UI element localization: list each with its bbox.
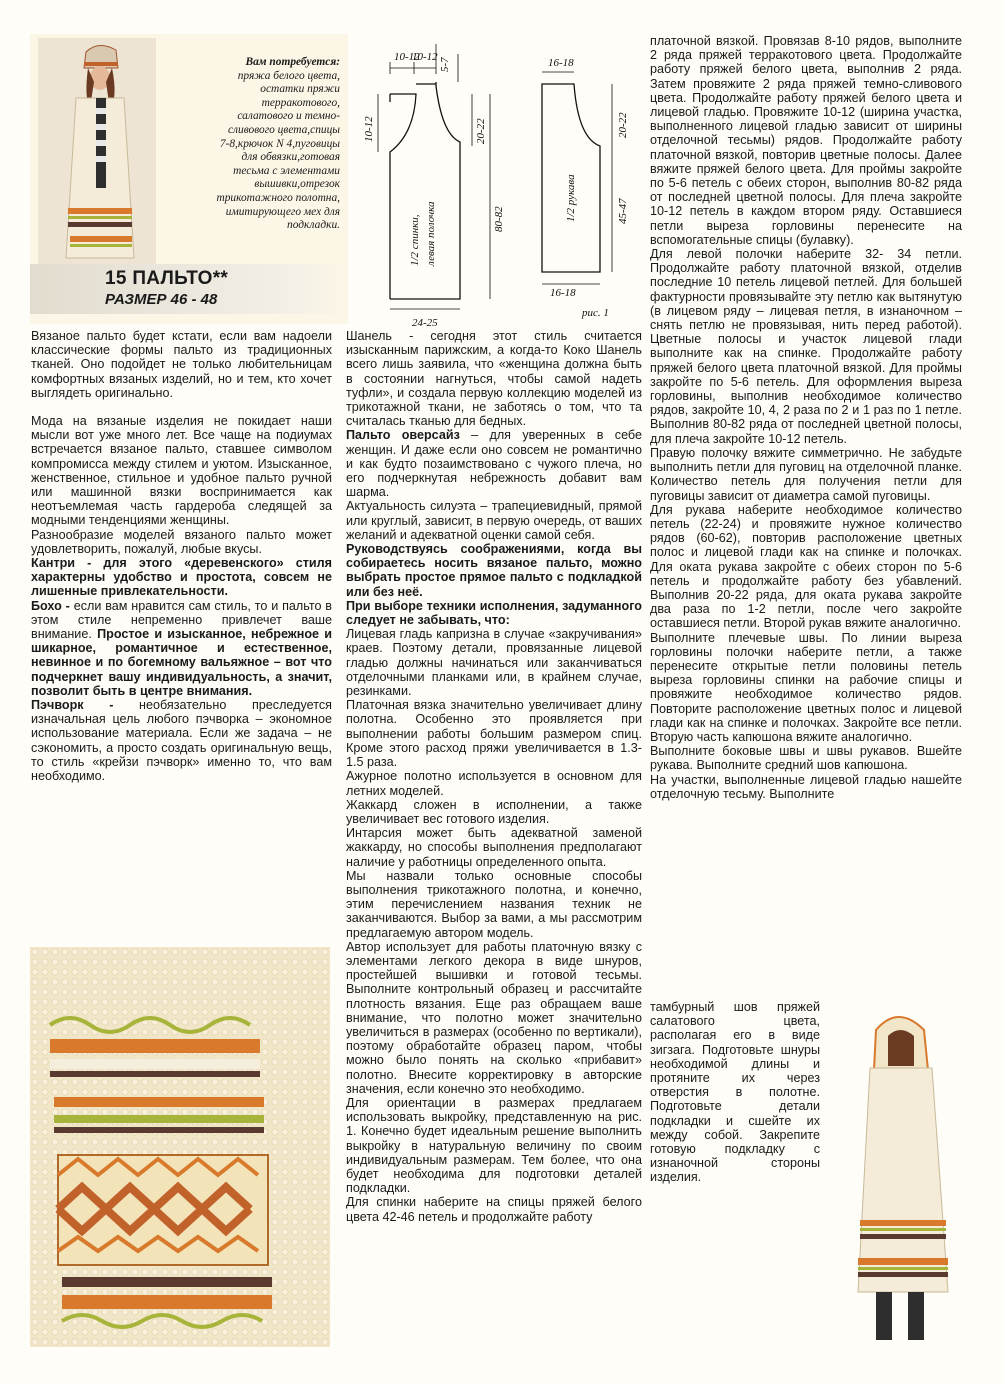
dim-sleeve-len: 45-47 [617, 198, 629, 224]
dim-left-side: 10-12 [363, 116, 375, 142]
dim-top-mid: 10-12 [412, 51, 438, 63]
paragraph-text: Для левой полочки наберите 32- 34 петли. Продолжайте работу платочной вязкой, отделив последние 10 петель лицевой петлей. Для большей фактурности провязывайте эту петлю как вытянутую (в лицевом ряду – лицевая петля, в изнаночном – снять петлю не провязывая, нить перед работой). Цветные полосы и участок лицевой глади выполните как на спинке. Продолжайте работу пряжей белого цвета платочной вязкой. Для проймы закройте по 5-6 петель. Для оформления выреза горловины, выполнив необходимое количество рядов, закройте 10, 4, 2 раза по 2 и 1 раз по 1 петле. Выполнив 80-82 ряда от последней цветной полосы, для плеча закройте 10-12 петель. [650, 247, 962, 446]
paragraph-text: – для уверенных в себе женщин. И даже если оно совсем не романтично и как будто позаимствовано с чужого плеча, но его подчеркнутая небрежность добавит вам шарма. [346, 428, 643, 500]
paragraph [346, 1096, 642, 1195]
paragraph-bold: При выборе техники исполнения, задуманного следует не забывать, что: [346, 598, 642, 628]
paragraph-text: Шанель - сегодня этот стиль считается изысканным парижским, а когда-то Коко Шанель всего лишь заявила, что «женщина должна быть в состоянии нагнуться, чтобы самой надеть туфли», и создала первую коллекцию моделей из трикотажной ткани, не заботясь о том, что та считалась тканью для бедных. [346, 329, 642, 429]
materials-line: сливового цвета,спицы [228, 123, 340, 136]
paragraph [650, 446, 962, 503]
paragraph-bold: Кантри - для этого «деревенского» стиля характерны удобство и простота, совсем не лишенные привлекательности. [31, 556, 332, 599]
paragraph-text: Выполните плечевые швы. По линии выреза горловины полочки наберите петли, а также перенесите открытые петли половины петель выреза горловины спинки на рабочие спицы и провяжите необходимое количество рядов. Повторите расположение цветных полос и лицевой глади как на спинке и полочках. Закройте все петли. Вторую часть капюшона вяжите аналогично. [650, 630, 962, 744]
paragraph-text: Автор использует для работы платочную вязку с элементами легкого декора в виде шнуров, простейшей вышивки и готовой тесьмы. Выполните контрольный образец и рассчитайте плотность вязания. Еще раз обращаем ваше внимание, что полотно может значительно увеличиться в размерах (особенно по вертикали), поэтому обработайте образец паром, чтобы можно было понять на сколько «прибавит» полотно. Внесите корректировку в авторские значения, если конечно это необходимо. [346, 939, 642, 1096]
paragraph-bold: Пэчворк - [31, 698, 114, 713]
knit-band-2 [54, 1097, 264, 1133]
dim-bottom: 24-25 [412, 317, 438, 329]
paragraph-bold: Руководствуясь соображениями, когда вы собираетесь носить вязаное пальто, можно выбрать простое прямое пальто с подкладкой или без неё. [346, 542, 642, 599]
materials-line: 7-8,крючок N 4,пуговицы [219, 137, 340, 150]
paragraph [346, 940, 642, 1096]
paragraph-text: Платочная вязка значительно увеличивает длину полотна. Особенно это проявляется при выполнении работы большим размером спиц. Кроме этого расход пряжи увеличивается в 1.3-1.5 раза. [346, 698, 642, 770]
text-column-3-bottom [650, 1000, 820, 1185]
paragraph [650, 34, 962, 247]
coat-back-photo [840, 1010, 960, 1350]
materials-line: остатки пряжи [260, 83, 340, 96]
paragraph [346, 329, 642, 428]
dim-sleeve-cap: 20-22 [617, 112, 629, 138]
paragraph-text: На участки, выполненные лицевой гладью нашейте отделочную тесьму. Выполните [650, 772, 962, 801]
materials-line: тесьма с элементами [233, 164, 340, 177]
paragraph-text: Мы назвали только основные способы выполнения трикотажного полотна, и конечно, этим перечислением названия техник не заканчиваются. Выбор за вами, а мы рассмотрим предлагаемую автором модель. [346, 868, 642, 940]
materials-lines [150, 70, 340, 233]
back-outline-left [390, 94, 416, 299]
project-size: РАЗМЕР 46 - 48 [105, 291, 218, 308]
paragraph [346, 698, 642, 769]
materials-line: терракотового, [261, 96, 340, 109]
paragraph-text: Для рукава наберите необходимое количество петель (22-24) и провяжите нужное количество рядов (60-62), повторив расположение цветных полос и лицевой глади как на спинке и полочках. Для оката рукава закройте с обеих сторон по 5-6 петель и продолжайте работу без убавлений. Выполнив 20-22 ряда, для оката рукава закройте два раза по 1-2 петли, после чего закройте оставшиеся петли. Второй рукав вяжите аналогично. [650, 502, 962, 631]
paragraph-text: тамбурный шов пряжей салатового цвета, располагая его в виде зигзага. Подготовьте шнуры необходимой длины и протяните их через отверстия в полотне. Подготовьте детали подкладки и сшейте их между собой. Закрепите готовую подкладку с изнаночной стороны изделия. [650, 1000, 820, 1185]
dim-sleeve-top: 16-18 [548, 57, 574, 69]
back-label-2: левая полочка [425, 201, 437, 266]
materials-line: вышивки,отрезок [254, 178, 340, 191]
paragraph [31, 329, 332, 400]
materials-line: трикотажного полотна, [216, 191, 340, 204]
paragraph-text: Разнообразие моделей вязаного пальто может удовлетворить, пожалуй, любые вкусы. [31, 527, 332, 556]
text-column-1 [31, 329, 332, 783]
materials-line: имитирующего мех для [225, 205, 340, 218]
paragraph-text: Мода на вязаные изделия не покидает наши мысли вот уже много лет. Все чаще на подиумах встречается вязаное пальто, ставшее символом компромисса между стилем и уютом. Изысканное, женственное, стильное и удобное пальто ручной или машинной вязки воспринимается как неотъемлемая часть гардероба следящей за модными тенденциями женщины. [31, 414, 332, 528]
paragraph-text: Жаккард сложен в исполнении, а также увеличивает вес готового изделия. [346, 797, 642, 826]
model-photo [38, 38, 156, 266]
paragraph-text: необязательно преследуется изначальная цель любого пэчворка – экономное использование материала. Если же задача – не сэкономить, а просто создать оригинальную вещь, то стиль «крейзи пэчворк» именно то, что вам необходимо. [31, 698, 332, 784]
paragraph [31, 698, 332, 783]
pattern-schematic [350, 34, 650, 334]
paragraph [31, 599, 332, 698]
paragraph [346, 627, 642, 698]
paragraph [346, 826, 642, 869]
back-label-1: 1/2 спинки, [409, 214, 421, 266]
paragraph-bold: Бохо - [31, 598, 70, 613]
figure-caption: рис. 1 [582, 307, 609, 319]
materials-line: для обвязки,готовая [241, 151, 340, 164]
dim-top-left: 10-12 [394, 51, 420, 63]
paragraph-text: Вязаное пальто будет кстати, если вам надоели классические формы пальто из традиционных тканей. Оно подойдет не только любительницам комфортных вязаных изделий, но и тем, кто хочет выглядеть оригинально. [31, 329, 332, 400]
paragraph-text: Интарсия может быть адекватной заменой жаккарду, но способы выполнения предполагают наличие у работницы определенного опыта. [346, 826, 642, 869]
paragraph-bold: Пальто оверсайз [346, 428, 460, 443]
paragraph [31, 556, 332, 599]
dim-armhole: 20-22 [475, 118, 487, 144]
paragraph [31, 414, 332, 528]
paragraph-text: Лицевая гладь капризна в случае «закручивания» краев. Поэтому детали, провязанные лицевой гладью должны начинаться или заканчиваться отделочными планками или, в крайнем случае, резинками. [346, 627, 642, 699]
paragraph [346, 798, 642, 826]
paragraph [346, 542, 642, 599]
text-column-2 [346, 329, 642, 1224]
materials-title: Вам потребуется: [245, 56, 340, 68]
paragraph [346, 769, 642, 797]
paragraph-gap [31, 400, 332, 414]
paragraph-text: Для ориентации в размерах предлагаем использовать выкройку, представленную на рис. 1. Конечно будет идеальным решение выполнить выкройку в натуральную величину по своим индивидуальным размерам. Тем более, что она будет необходима для подготовки деталей подкладки. [346, 1095, 642, 1196]
paragraph-text: Ажурное полотно используется в основном для летних моделей. [346, 769, 642, 798]
paragraph [346, 869, 642, 940]
dim-sleeve-bottom: 16-18 [550, 287, 576, 299]
paragraph [650, 773, 962, 801]
paragraph-text: платочной вязкой. Провязав 8-10 рядов, выполните 2 ряда пряжей терракотового цвета. Продолжайте работу пряжей белого цвета, выполнив 2 ряда. Затем провяжите 2 ряда пряжей темно-сливового цвета. Продолжайте работу пряжей белого цвета и лицевой гладью. Провяжите 10-12 (ширина участка, выполненного лицевой гладью зависит от ширины отделочной тесьмы) рядов. Продолжайте работу платочной вязкой, повторив цветные полосы. Далее вяжите пряжей белого цвета. Для проймы закройте по 5-6 петель с обеих сторон, выполнив 80-82 ряда от последней цветной полосы. Для плеча закройте 10-12 петель в каждом втором ряду. Оставшиеся петли выреза горловины перенесите на вспомогательные спицы (булавку). [650, 34, 962, 247]
paragraph [346, 428, 642, 499]
project-title: 15 ПАЛЬТО** [105, 268, 229, 289]
materials-list [150, 56, 340, 233]
paragraph [346, 599, 642, 627]
embroidered-ribbon [58, 1155, 268, 1265]
paragraph [346, 1195, 642, 1223]
knit-detail-photo [30, 947, 330, 1347]
paragraph-text: Для спинки наберите на спицы пряжей белого цвета 42-46 петель и продолжайте работу [346, 1195, 642, 1224]
paragraph-text: если вам нравится сам стиль, то и пальто в этом стиле непременно привлечет ваше внимание. [31, 598, 332, 642]
paragraph [650, 247, 962, 446]
paragraph [650, 744, 962, 772]
paragraph [346, 499, 642, 542]
materials-line: подкладки. [287, 219, 340, 232]
materials-line: салатового и темно- [237, 110, 340, 123]
paragraph-text: Актуальность силуэта – трапециевидный, прямой или круглый, зависит, в первую очередь, от ваших желаний и адекватной оценки самой себя. [346, 499, 642, 542]
paragraph [650, 631, 962, 745]
dim-length: 80-82 [493, 206, 505, 232]
dim-top-right: 5-7 [439, 57, 451, 72]
paragraph [650, 503, 962, 631]
paragraph [31, 528, 332, 556]
sleeve-label: 1/2 рукава [565, 174, 577, 222]
materials-line: пряжа белого цвета, [237, 69, 340, 82]
paragraph-text: Выполните боковые швы и швы рукавов. Вшейте рукава. Выполните средний шов капюшона. [650, 744, 962, 773]
text-column-3 [650, 34, 962, 801]
paragraph-bold: Простое и изысканное, небрежное и шикарное, романтичное и естественное, невинное и по богемному вальяжное – вот что подчеркнет вашу индивидуальность, а значит, позволит быть в центре внимания. [31, 627, 332, 698]
paragraph [650, 1000, 820, 1185]
paragraph-text: Правую полочку вяжите симметрично. Не забудьте выполнить петли для пуговиц на отделочной планке. Количество петель для получения петли для пуговицы зависит от диаметра самой пуговицы. [650, 445, 962, 503]
